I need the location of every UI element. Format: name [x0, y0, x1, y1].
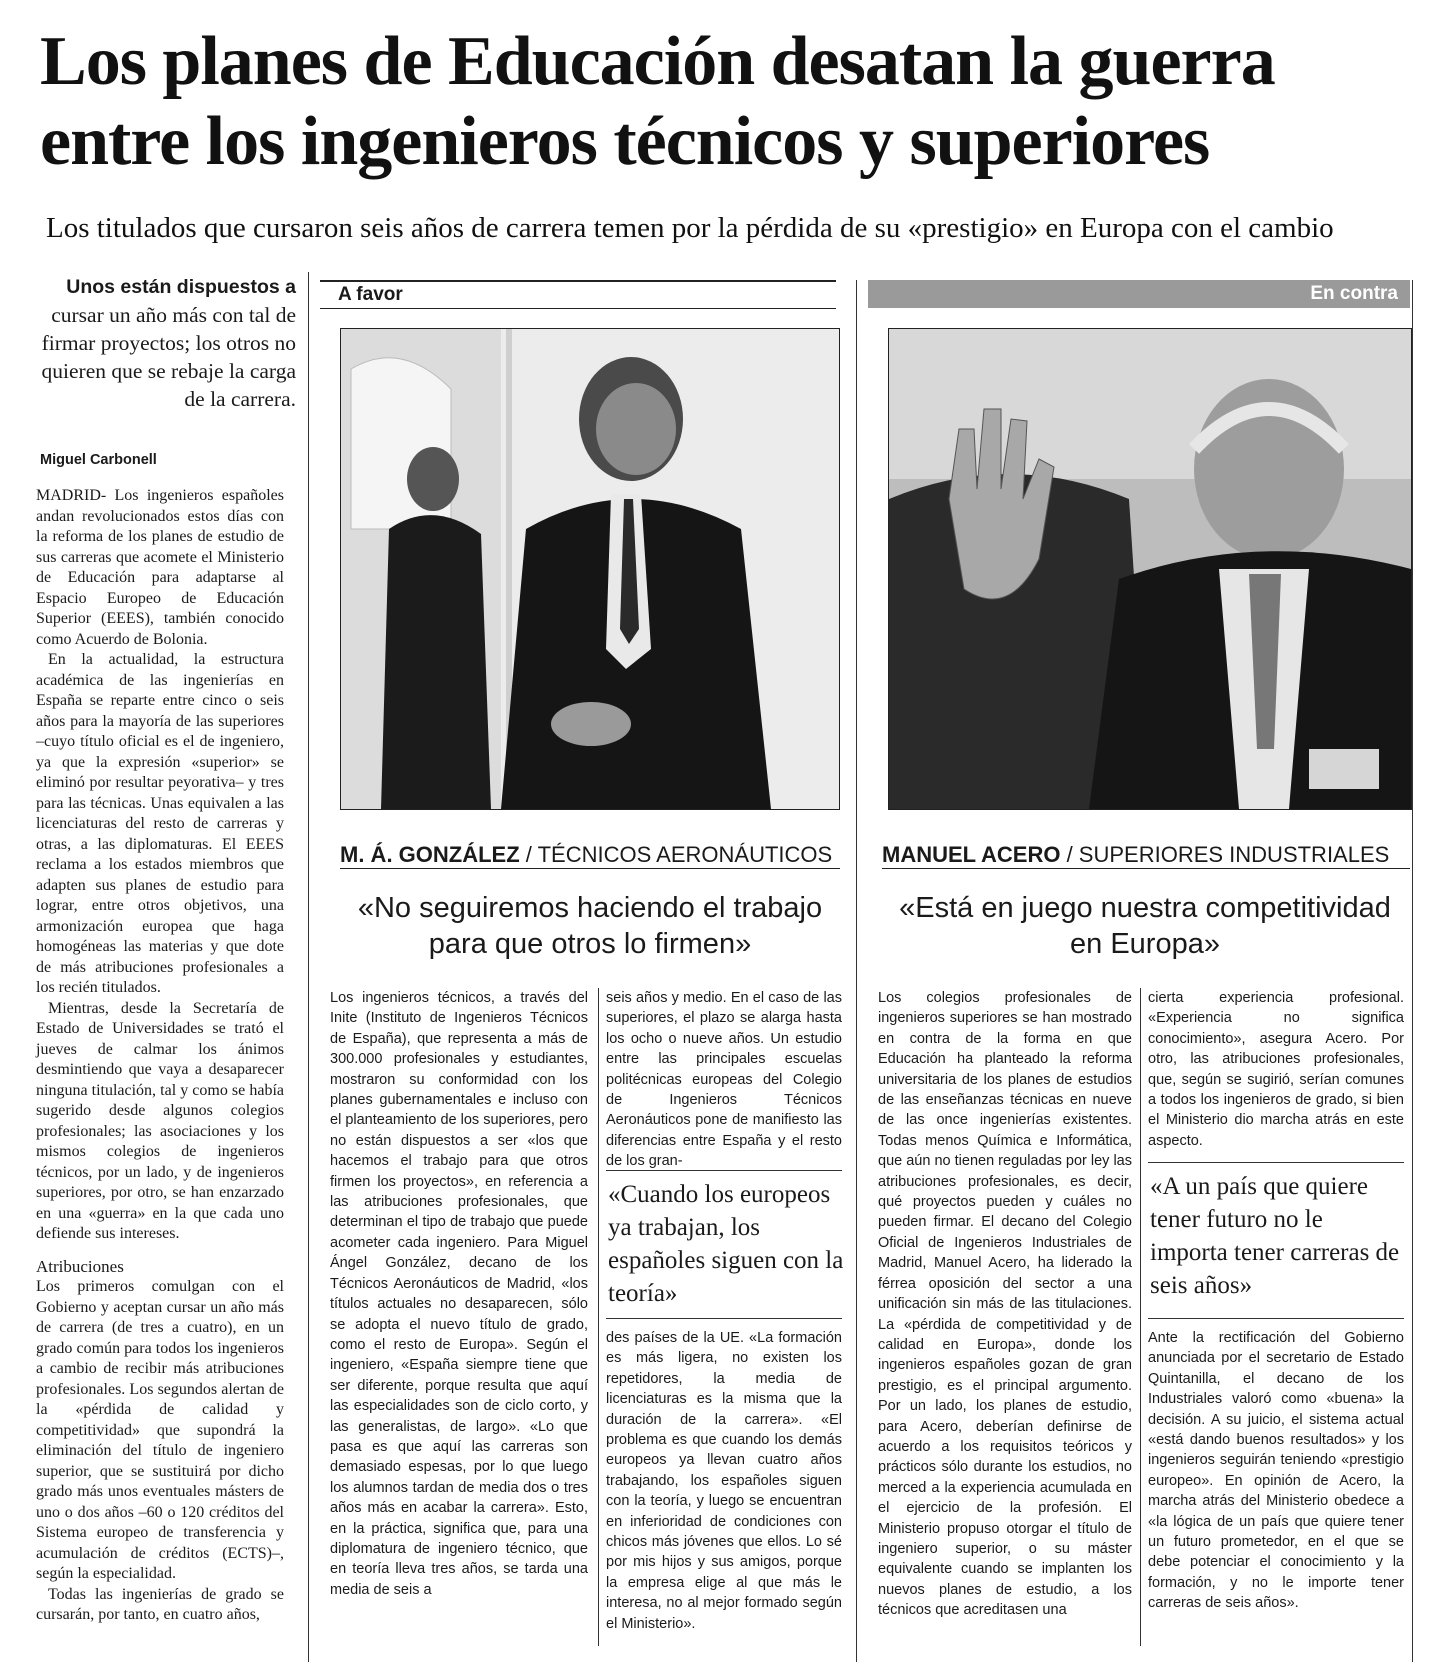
section-tag-favor: A favor [320, 280, 836, 309]
photo-gonzalez [340, 328, 840, 810]
column-rule [1412, 280, 1413, 1662]
pull-rule [1148, 1318, 1404, 1319]
headline-quote-contra: «Está en juego nuestra competitividad en Europa» [899, 892, 1391, 960]
subtitle: Los titulados que cursaron seis años de carrera temen por la pérdida de su «prestigio» en Europa con el cambio [46, 212, 1334, 244]
favor-column-2b: des países de la UE. «La formación es más ligera, no existen los repetidores, la media de licenciaturas es la misma que la duración de la carrera». «El problema es que cuando los demás europeos ya llevan cuatro años trabajando, los españoles siguen con la teoría, y luego se encuentran en inferioridad de condiciones con chicos más jóvenes que ellos. Lo sé por mis hijos y sus amigos, porque la empresa elige al que más le interesa, no al mejor formado según el Ministerio». [606, 1330, 842, 1632]
pull-quote-contra: «A un país que quiere tener futuro no le importa tener carreras de seis años» [1150, 1173, 1400, 1299]
section-tag-contra: En contra [868, 280, 1410, 308]
headline [40, 22, 1410, 182]
column-rule [308, 272, 309, 1662]
person-name: M. Á. GONZÁLEZ [340, 842, 520, 867]
column-rule [856, 280, 857, 1662]
pull-rule [1148, 1162, 1404, 1163]
paragraph: Mientras, desde la Secretaría de Estado de Universidades se trató el jueves de calmar los ánimos desmintiendo que vaya a desaparecer ninguna titulación, tal y como se había sugerido desde algunos colegios profesionales; las asociaciones y los mismos colegios de ingenieros técnicos, por un lado, y de ingenieros superiores, por otro, se han enzarzado en una «guerra» en la que cada uno defiende sus intereses. [36, 999, 284, 1242]
left-column [36, 486, 284, 1626]
name-bar-contra: MANUEL ACERO / SUPERIORES INDUSTRIALES [882, 842, 1410, 869]
headline-line-1: Los planes de Educación desatan la guerra [40, 23, 1275, 100]
lead-text: cursar un año más con tal de firmar proyectos; los otros no quieren que se rebaje la carga de la carrera. [41, 303, 296, 411]
pull-rule [606, 1170, 842, 1171]
byline: Miguel Carbonell [40, 452, 157, 468]
lead [40, 272, 296, 413]
favor-column-1: Los ingenieros técnicos, a través del Inite (Instituto de Ingenieros Técnicos de España), que representa a más de 300.000 profesionales y estudiantes, mostraron su conformidad con los planes gubernamentales e incluso con el planteamiento de los superiores, pero no están dispuestos a ser «los que hacemos el trabajo para que otros firmen los proyectos», en referencia a las atribuciones profesionales, que determinan el tipo de trabajo que puede acometer cada ingeniero. Para Miguel Ángel González, decano de los Técnicos Aeronáuticos de Madrid, «los títulos actuales no desaparecen, sólo se adopta el nuevo título de grado, como el resto de Europa». Según el ingeniero, «España siempre tiene que ser diferente, porque resulta que aquí las especialidades son de ciclo corto, y las generalistas, de largo». «Lo que pasa es que aquí las carreras son demasiado espesas, por lo que luego los alumnos tardan de media dos o tres años más en acabar la carrera». Esto, en la práctica, significa que, para una diplomatura de ingeniero técnico, que en teoría lleva tres años, se tarda una media de seis a [330, 990, 588, 1598]
subhead: Atribuciones [36, 1256, 124, 1276]
column-rule [1140, 988, 1141, 1646]
paragraph: Los primeros comulgan con el Gobierno y aceptan cursar un año más de carrera (de tres a cuatro), en un grado común para todos los ingenieros a cambio de recibir más atribuciones profesionales. Los segundos alertan de la «pérdida de calidad y competitividad» que supondrá la eliminación del título de ingeniero superior, que se sustituirá por dicho grado más unos eventuales másters de uno o dos años –60 o 120 créditos del Sistema europeo de transferencia y acumulación de créditos (ECTS)–, según la especialidad. [36, 1278, 284, 1582]
photo-acero [888, 328, 1412, 810]
headline-line-2: entre los ingenieros técnicos y superiores [40, 103, 1210, 180]
paragraph: Todas las ingenierías de grado se cursarán, por tanto, en cuatro años, [36, 1585, 284, 1623]
paragraph: MADRID- Los ingenieros españoles andan revolucionados estos días con la reforma de los planes de estudio de sus carreras que acomete el Ministerio de Educación para adaptarse al Espacio Europeo de Educación Superior (EEES), también conocido como Acuerdo de Bolonia. [36, 487, 284, 648]
contra-column-2b: Ante la rectificación del Gobierno anunciada por el secretario de Estado Quintanilla, el decano de los Industriales valoró como «buena» la decisión. A su juicio, el sistema actual «está dando buenos resultados» y los ingenieros seguirán teniendo «prestigio europeo». En opinión de Acero, la marcha atrás del Ministerio obedece a «la lógica de un país que quiere tener un futuro prometedor, en el que se debe potenciar el conocimiento y la formación, y no le importe tener carreras de seis años». [1148, 1330, 1404, 1612]
person-role: TÉCNICOS AERONÁUTICOS [537, 842, 833, 867]
contra-column-1: Los colegios profesionales de ingenieros superiores se han mostrado en contra de la forma en que Educación ha planteado la reforma universitaria de los planes de estudios de las enseñanzas técnicas en nueve de las once ingenierías existentes. Todas menos Química e Informática, que aún no tienen reguladas por ley las atribuciones profesionales, es decir, qué proyectos pueden y cuáles no pueden firmar. El decano del Colegio Oficial de Ingenieros Industriales de Madrid, Manuel Acero, ha liderado la férrea oposición del sector a una unificación sin más de las titulaciones. La «pérdida de competitividad y de calidad en Europa», donde los ingenieros españoles gozan de gran prestigio, es el principal argumento. Por un lado, los planes de estudio, para Acero, deberían definirse de acuerdo a los requisitos teóricos y prácticos sólo durante los estudios, no merced a la experiencia acumulada en el ejercicio de la profesión. El Ministerio propuso otorgar el título de ingeniero superior, o su máster equivalente cuando se implanten los nuevos planes de estudio, a los técnicos que acreditasen una [878, 990, 1132, 1619]
person-name: MANUEL ACERO [882, 842, 1061, 867]
person-role: SUPERIORES INDUSTRIALES [1078, 842, 1390, 867]
contra-column-2a: cierta experiencia profesional. «Experiencia no significa conocimiento», asegura Acero. Por otro, las atribuciones profesionales, que, según se sugirió, serían comunes a todos los ingenieros de grado, si bien el Ministerio dio marcha atrás en este aspecto. [1148, 990, 1404, 1149]
paragraph: En la actualidad, la estructura académica de las ingenierías en España se reparte entre cinco o seis años para la mayoría de las superiores –cuyo título oficial es el de ingeniero, ya que la expresión «superior» se eliminó por resultar peyorativa– y tres para las técnicas. Unas equivalen a las licenciaturas del resto de carreras y otras, a las diplomaturas. El EEES reclama a los estados miembros que adapten sus planes de estudio para lograr, entre otros objetivos, una armonización europea que haga homogéneas las materias y que dote de más atribuciones profesionales a los recién titulados. [36, 651, 284, 996]
lead-bold: Unos están dispuestos a [66, 276, 296, 298]
pull-rule [606, 1318, 842, 1319]
column-rule [598, 988, 599, 1646]
pull-quote-favor: «Cuando los europeos ya trabajan, los españoles siguen con la teoría» [608, 1181, 844, 1307]
headline-quote-favor: «No seguiremos haciendo el trabajo para que otros lo firmen» [357, 892, 823, 960]
name-bar-favor: M. Á. GONZÁLEZ / TÉCNICOS AERONÁUTICOS [340, 842, 840, 869]
favor-column-2a: seis años y medio. En el caso de las superiores, el plazo se alarga hasta los ocho o nueve años. Un estudio entre las principales escuelas politécnicas europeas del Colegio de Ingenieros Técnicos Aeronáuticos pone de manifiesto las diferencias entre España y el resto de los gran- [606, 990, 842, 1170]
